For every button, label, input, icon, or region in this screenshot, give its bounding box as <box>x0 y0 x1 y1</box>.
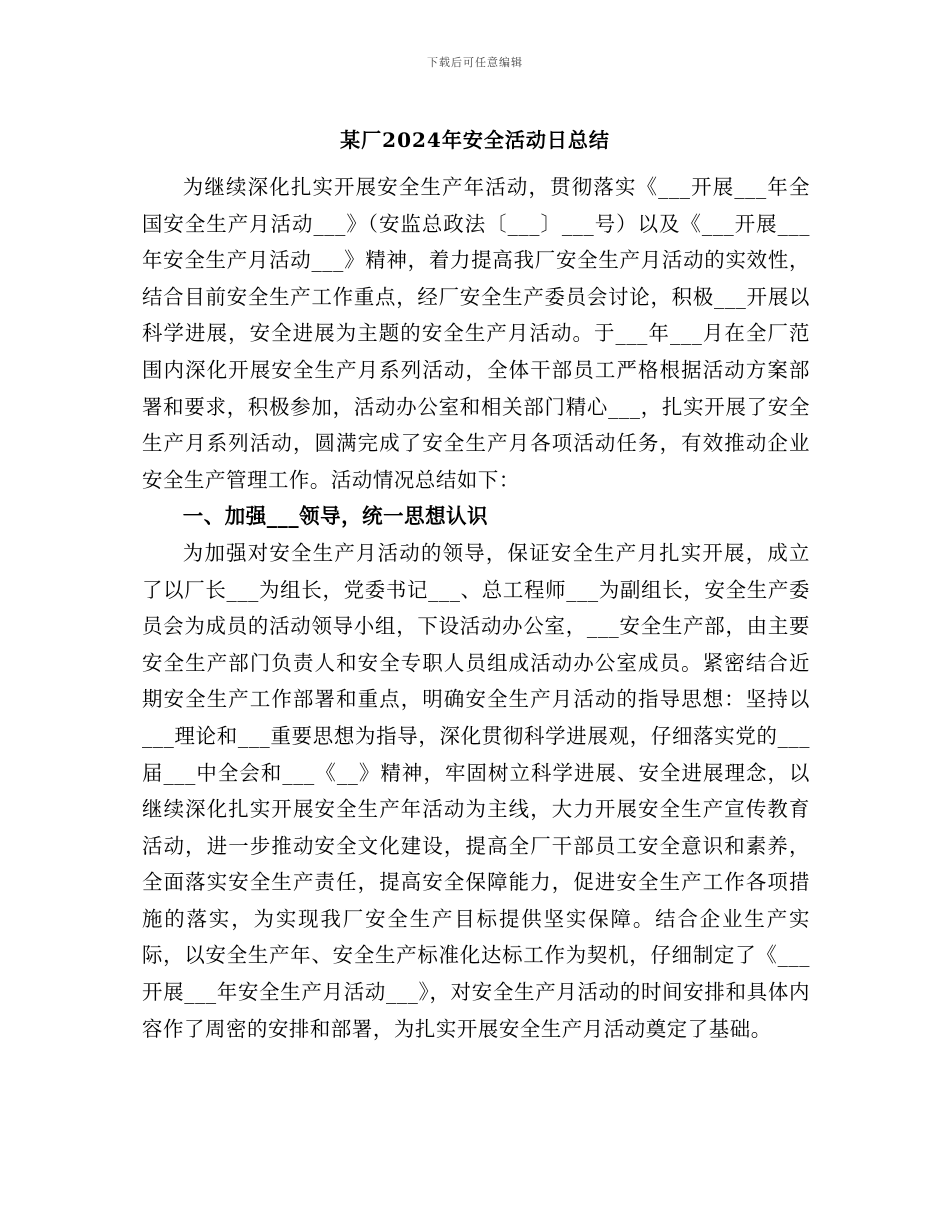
document-title: 某厂2024年安全活动日总结 <box>340 128 610 152</box>
paragraph-section-1: 为加强对安全生产月活动的领导，保证安全生产月扎实开展，成立了以厂长___为组长，党委书记___、总工程师___为副组长，安全生产委员会为成员的活动领导小组，下设活动办公室，___安全生产部，由主要安全生产部门负责人和安全专职人员组成活动办公室成员。紧密结合近期安全生产工作部署和重点，明确安全生产月活动的指导思想：坚持以___理论和___重要思想为指导，深化贯彻科学进展观，仔细落实党的___届___中全会和___《__》精神，牢固树立科学进展、安全进展理念，以继续深化扎实开展安全生产年活动为主线，大力开展安全生产宣传教育活动，进一步推动安全文化建设，提高全厂干部员工安全意识和素养，全面落实安全生产责任，提高安全保障能力，促进安全生产工作各项措施的落实，为实现我厂安全生产目标提供坚实保障。结合企业生产实际，以安全生产年、安全生产标准化达标工作为契机，仔细制定了《___开展___年安全生产月活动___》，对安全生产月活动的时间安排和具体内容作了周密的安排和部署，为扎实开展安全生产月活动奠定了基础。 <box>142 540 810 1041</box>
header-note: 下载后可任意编辑 <box>427 56 523 69</box>
section-heading-1: 一、加强___领导，统一思想认识 <box>182 504 489 529</box>
document-body <box>142 169 810 1047</box>
paragraph-intro: 为继续深化扎实开展安全生产年活动，贯彻落实《___开展___年全国安全生产月活动___》（安监总政法〔___〕___号）以及《___开展___年安全生产月活动___》精神，着力提高我厂安全生产月活动的实效性，结合目前安全生产工作重点，经厂安全生产委员会讨论，积极___开展以科学进展，安全进展为主题的安全生产月活动。于___年___月在全厂范围内深化开展安全生产月系列活动，全体干部员工严格根据活动方案部署和要求，积极参加，活动办公室和相关部门精心___，扎实开展了安全生产月系列活动，圆满完成了安全生产月各项活动任务，有效推动企业安全生产管理工作。活动情况总结如下： <box>142 175 810 492</box>
